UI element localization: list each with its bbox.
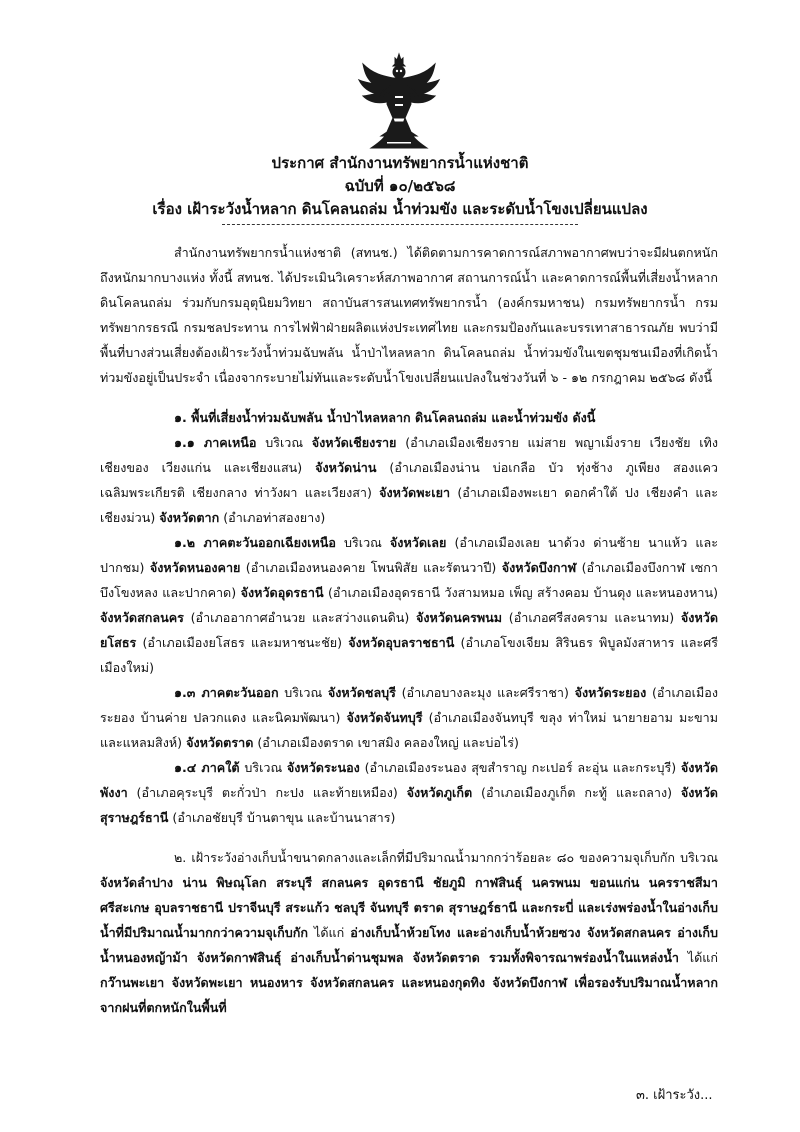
region-label: ๑.๒ ภาคตะวันออกเฉียงเหนือ	[174, 535, 336, 550]
province-name: จังหวัดอุดรธานี	[240, 585, 324, 600]
document-subject: เรื่อง เฝ้าระวังน้ำหลาก ดินโคลนถล่ม น้ำท่วมขัง และระดับน้ำโขงเปลี่ยนแปลง	[152, 200, 648, 218]
document-number: ฉบับที่ ๑๐/๒๕๖๘	[344, 177, 456, 195]
province-name: จังหวัดนครพนม	[416, 610, 503, 625]
document-title-line-1: ประกาศ สำนักงานทรัพยากรน้ำแห่งชาติ	[271, 154, 529, 172]
section-2-paragraph: ๒. เฝ้าระวังอ่างเก็บน้ำขนาดกลางและเล็กที่มีปริมาณน้ำมากกว่าร้อยละ ๘๐ ของความจุเก็บกัก บริเวณ จังหวัดลำปาง น่าน พิษณุโลก สระบุรี สกลนคร อุดรธานี ชัยภูมิ กาฬสินธุ์ นครพนม ขอนแก่น นครราชสีมา ศรีสะเกษ อุบลราชธานี ปราจีนบุรี สระแก้ว ชลบุรี จันทบุรี ตราด สุราษฎร์ธานี และกระบี่ และเร่งพร่องน้ำในอ่างเก็บน้ำที่มีปริมาณน้ำมากกว่าความจุเก็บกัก ได้แก่ อ่างเก็บน้ำห้วยโทง และอ่างเก็บน้ำห้วยซวง จังหวัดสกลนคร อ่างเก็บน้ำหนองหญ้าม้า จังหวัดกาฬสินธุ์ อ่างเก็บน้ำด่านชุมพล จังหวัดตราด รวมทั้งพิจารณาพร่องน้ำในแหล่งน้ำ ได้แก่ กว๊านพะเยา จังหวัดพะเยา หนองหาร จังหวัดสกลนคร และหนองกุดทิง จังหวัดบึงกาฬ เพื่อรองรับปริมาณน้ำหลากจากฝนที่ตกหนักในพื้นที่	[100, 850, 719, 1015]
continuation-marker: ๓. เฝ้าระวัง...	[636, 1088, 713, 1103]
province-name: จังหวัดตาก	[159, 510, 220, 525]
province-list: จังหวัดลำปาง น่าน พิษณุโลก สระบุรี สกลนคร อุดรธานี ชัยภูมิ กาฬสินธุ์ นครพนม ขอนแก่น นครราชสีมา ศรีสะเกษ อุบลราชธานี ปราจีนบุรี สระแก้ว ชลบุรี จันทบุรี ตราด สุราษฎร์ธานี และกระบี่ และเร่งพร่องน้ำในอ่างเก็บน้ำที่มีปริมาณน้ำมากกว่าความจุเก็บกัก	[100, 875, 718, 940]
document-body	[100, 240, 718, 1020]
garuda-emblem-icon	[357, 52, 441, 150]
section-1-4-paragraph: ๑.๔ ภาคใต้ บริเวณ จังหวัดระนอง (อำเภอเมืองระนอง สุขสำราญ กะเปอร์ ละอุ่น และกระบุรี) จังหวัดพังงา (อำเภอคุระบุรี ตะกั่วป่า กะปง และท้ายเหมือง) จังหวัดภูเก็ต (อำเภอเมืองภูเก็ต กะทู้ และถลาง) จังหวัดสุราษฎร์ธานี (อำเภอชัยบุรี บ้านตาขุน และบ้านนาสาร)	[100, 760, 719, 825]
section-1-1-paragraph: ๑.๑ ภาคเหนือ บริเวณ จังหวัดเชียงราย (อำเภอเมืองเชียงราย แม่สาย พญาเม็งราย เวียงชัย เทิง เชียงของ เวียงแก่น และเชียงแสน) จังหวัดน่าน (อำเภอเมืองน่าน บ่อเกลือ บัว ทุ่งช้าง ภูเพียง สองแคว เฉลิมพระเกียรติ เชียงกลาง ท่าวังผา และเวียงสา) จังหวัดพะเยา (อำเภอเมืองพะเยา ดอกคำใต้ ปง เชียงคำ และเชียงม่วน) จังหวัดตาก (อำเภอท่าสองยาง)	[100, 435, 718, 525]
water-source-list: กว๊านพะเยา จังหวัดพะเยา หนองหาร จังหวัดสกลนคร และหนองกุดทิง จังหวัดบึงกาฬ เพื่อรองรับปริมาณน้ำหลากจากฝนที่ตกหนักในพื้นที่	[100, 975, 718, 1015]
province-name: จังหวัดสกลนคร	[100, 610, 184, 625]
province-name: จังหวัดพะเยา	[379, 485, 451, 500]
province-name: จังหวัดสุราษฎร์ธานี	[100, 785, 718, 825]
province-name: จังหวัดเลย	[389, 535, 447, 550]
province-name: จังหวัดอุบลราชธานี	[348, 635, 455, 650]
region-label: ๑.๑ ภาคเหนือ	[174, 435, 257, 450]
province-name: จังหวัดบึงกาฬ	[501, 560, 577, 575]
region-label: ๑.๓ ภาคตะวันออก	[174, 685, 279, 700]
province-name: จังหวัดจันทบุรี	[346, 710, 423, 725]
section-1-3-paragraph: ๑.๓ ภาคตะวันออก บริเวณ จังหวัดชลบุรี (อำเภอบางละมุง และศรีราชา) จังหวัดระยอง (อำเภอเมืองระยอง บ้านค่าย ปลวกแดง และนิคมพัฒนา) จังหวัดจันทบุรี (อำเภอเมืองจันทบุรี ขลุง ท่าใหม่ นายายอาม มะขาม และแหลมสิงห์) จังหวัดตราด (อำเภอเมืองตราด เขาสมิง คลองใหญ่ และบ่อไร่)	[100, 685, 719, 750]
intro-paragraph: สำนักงานทรัพยากรน้ำแห่งชาติ (สทนช.) ได้ติดตามการคาดการณ์สภาพอากาศพบว่าจะมีฝนตกหนักถึงหนักมากบางแห่ง ทั้งนี้ สทนช. ได้ประเมินวิเคราะห์สภาพอากาศ สถานการณ์น้ำ และคาดการณ์พื้นที่เสี่ยงน้ำหลาก ดินโคลนถล่ม ร่วมกับกรมอุตุนิยมวิทยา สถาบันสารสนเทศทรัพยากรน้ำ (องค์กรมหาชน) กรมทรัพยากรน้ำ กรมทรัพยากรธรณี กรมชลประทาน การไฟฟ้าฝ่ายผลิตแห่งประเทศไทย และกรมป้องกันและบรรเทาสาธารณภัย พบว่ามีพื้นที่บางส่วนเสี่ยงต้องเฝ้าระวังน้ำท่วมฉับพลัน น้ำป่าไหลหลาก ดินโคลนถล่ม น้ำท่วมขังในเขตชุมชนเมืองที่เกิดน้ำท่วมขังอยู่เป็นประจำ เนื่องจากระบายไม่ทันและระดับน้ำโขงเปลี่ยนแปลงในช่วงวันที่ ๖ - ๑๒ กรกฎาคม ๒๕๖๘ ดังนี้	[100, 245, 718, 385]
province-name: จังหวัดภูเก็ต	[406, 785, 473, 800]
province-name: จังหวัดพังงา	[100, 760, 719, 800]
province-name: จังหวัดน่าน	[315, 460, 377, 475]
region-label: ๑.๔ ภาคใต้	[174, 760, 240, 775]
province-name: จังหวัดตราด	[186, 735, 254, 750]
province-name: จังหวัดหนองคาย	[149, 560, 241, 575]
section-1-heading: ๑. พื้นที่เสี่ยงน้ำท่วมฉับพลัน น้ำป่าไหลหลาก ดินโคลนถล่ม และน้ำท่วมขัง ดังนี้	[174, 410, 596, 425]
province-name: จังหวัดชลบุรี	[327, 685, 396, 700]
province-name: จังหวัดระยอง	[574, 685, 647, 700]
province-name: จังหวัดระนอง	[286, 760, 360, 775]
reservoir-list: อ่างเก็บน้ำห้วยโทง และอ่างเก็บน้ำห้วยซวง จังหวัดสกลนคร อ่างเก็บน้ำหนองหญ้าม้า จังหวัดกาฬสินธุ์ อ่างเก็บน้ำด่านชุมพล จังหวัดตราด รวมทั้งพิจารณาพร่องน้ำในแหล่งน้ำ	[100, 925, 718, 965]
section-1-2-paragraph: ๑.๒ ภาคตะวันออกเฉียงเหนือ บริเวณ จังหวัดเลย (อำเภอเมืองเลย นาด้วง ด่านซ้าย นาแห้ว และปากชม) จังหวัดหนองคาย (อำเภอเมืองหนองคาย โพนพิสัย และรัตนวาปี) จังหวัดบึงกาฬ (อำเภอเมืองบึงกาฬ เซกา บึงโขงหลง และปากคาด) จังหวัดอุดรธานี (อำเภอเมืองอุดรธานี วังสามหมอ เพ็ญ สร้างคอม บ้านดุง และหนองหาน) จังหวัดสกลนคร (อำเภออากาศอำนวย และสว่างแดนดิน) จังหวัดนครพนม (อำเภอศรีสงคราม และนาทม) จังหวัดยโสธร (อำเภอเมืองยโสธร และมหาชนะชัย) จังหวัดอุบลราชธานี (อำเภอโขงเจียม สิรินธร พิบูลมังสาหาร และศรีเมืองใหม่)	[100, 535, 719, 675]
province-name: จังหวัดเชียงราย	[311, 435, 397, 450]
title-divider	[222, 224, 578, 225]
province-name: จังหวัดยโสธร	[100, 610, 719, 650]
